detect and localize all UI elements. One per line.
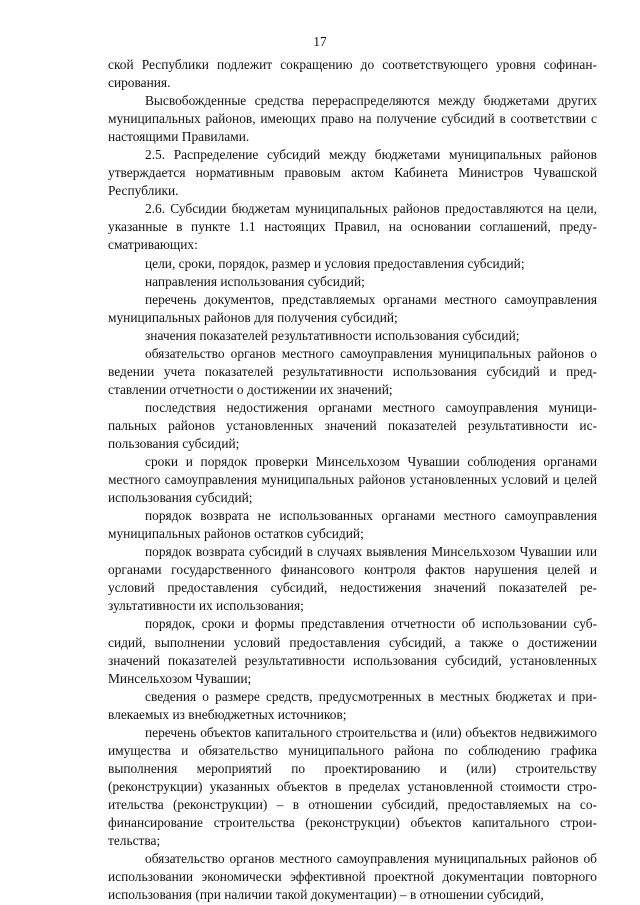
list-item: значения показателей результативности использования субсидий; [145, 327, 520, 343]
list-item: перечень объектов капитального строительства и (или) объектов недвижимого имущества и обязательство муниципального района по соблюдению графика выполнения мероприятий по проектированию и (или) строительству (реконструкции) указанных объектов в пределах установленной стоимости строительства (реконструкции) – в отношении субсидий, предоставляемых на софинансирование строительства (реконструкции) объектов капитального строительства; [108, 724, 597, 849]
list-item: обязательство органов местного самоуправления муниципальных районов об использовании экономически эффективной проектной документации повторного использования (при наличии такой документации) – в отношении субсидий, [108, 851, 597, 903]
list-item: сведения о размере средств, предусмотренных в местных бюджетах и привлекаемых из внебюджетных источников; [108, 688, 597, 722]
list-item: цели, сроки, порядок, размер и условия предоставления субсидий; [145, 255, 525, 271]
list-item: обязательство органов местного самоуправления муниципальных районов о ведении учета показателей результативности использования субсидий и представлении отчетности о достижении их значений; [108, 345, 597, 397]
paragraph-continuation: ской Республики подлежит сокращению до соответствующего уровня софинансирования. [108, 57, 597, 91]
list-item: порядок возврата субсидий в случаях выявления Минсельхозом Чувашии или органами государственного финансового контроля фактов нарушения целей и условий предоставления субсидий, недостижения значений показателей результативности их использования; [108, 544, 597, 614]
list-item: порядок возврата не использованных органами местного самоуправления муниципальных районов остатков субсидий; [108, 508, 597, 542]
document-body [108, 56, 597, 904]
list-item: направления использования субсидий; [145, 273, 365, 289]
paragraph-2-5: 2.5. Распределение субсидий между бюджетами муниципальных районов утверждается нормативным правовым актом Кабинета Министров Чувашской Республики. [108, 147, 597, 199]
page-number: 17 [313, 34, 327, 49]
list-item: последствия недостижения органами местного самоуправления муниципальных районов установленных значений показателей результативности использования субсидий; [108, 399, 597, 451]
list-item: перечень документов, представляемых органами местного самоуправления муниципальных районов для получения субсидий; [108, 291, 597, 325]
paragraph-2-6: 2.6. Субсидии бюджетам муниципальных районов предоставляются на цели, указанные в пункте 1.1 настоящих Правил, на основании соглашений, предусматривающих: [108, 201, 597, 253]
list-item: порядок, сроки и формы представления отчетности об использовании субсидий, выполнении условий предоставления субсидий, а также о достижении значений показателей результативности использования субсидий, установленных Минсельхозом Чувашии; [108, 616, 597, 686]
paragraph-redistribution: Высвобожденные средства перераспределяются между бюджетами других муниципальных районов, имеющих право на получение субсидий в соответствии с настоящими Правилами. [108, 93, 597, 145]
list-item: сроки и порядок проверки Минсельхозом Чувашии соблюдения органами местного самоуправления муниципальных районов установленных условий и целей использования субсидий; [108, 454, 597, 506]
